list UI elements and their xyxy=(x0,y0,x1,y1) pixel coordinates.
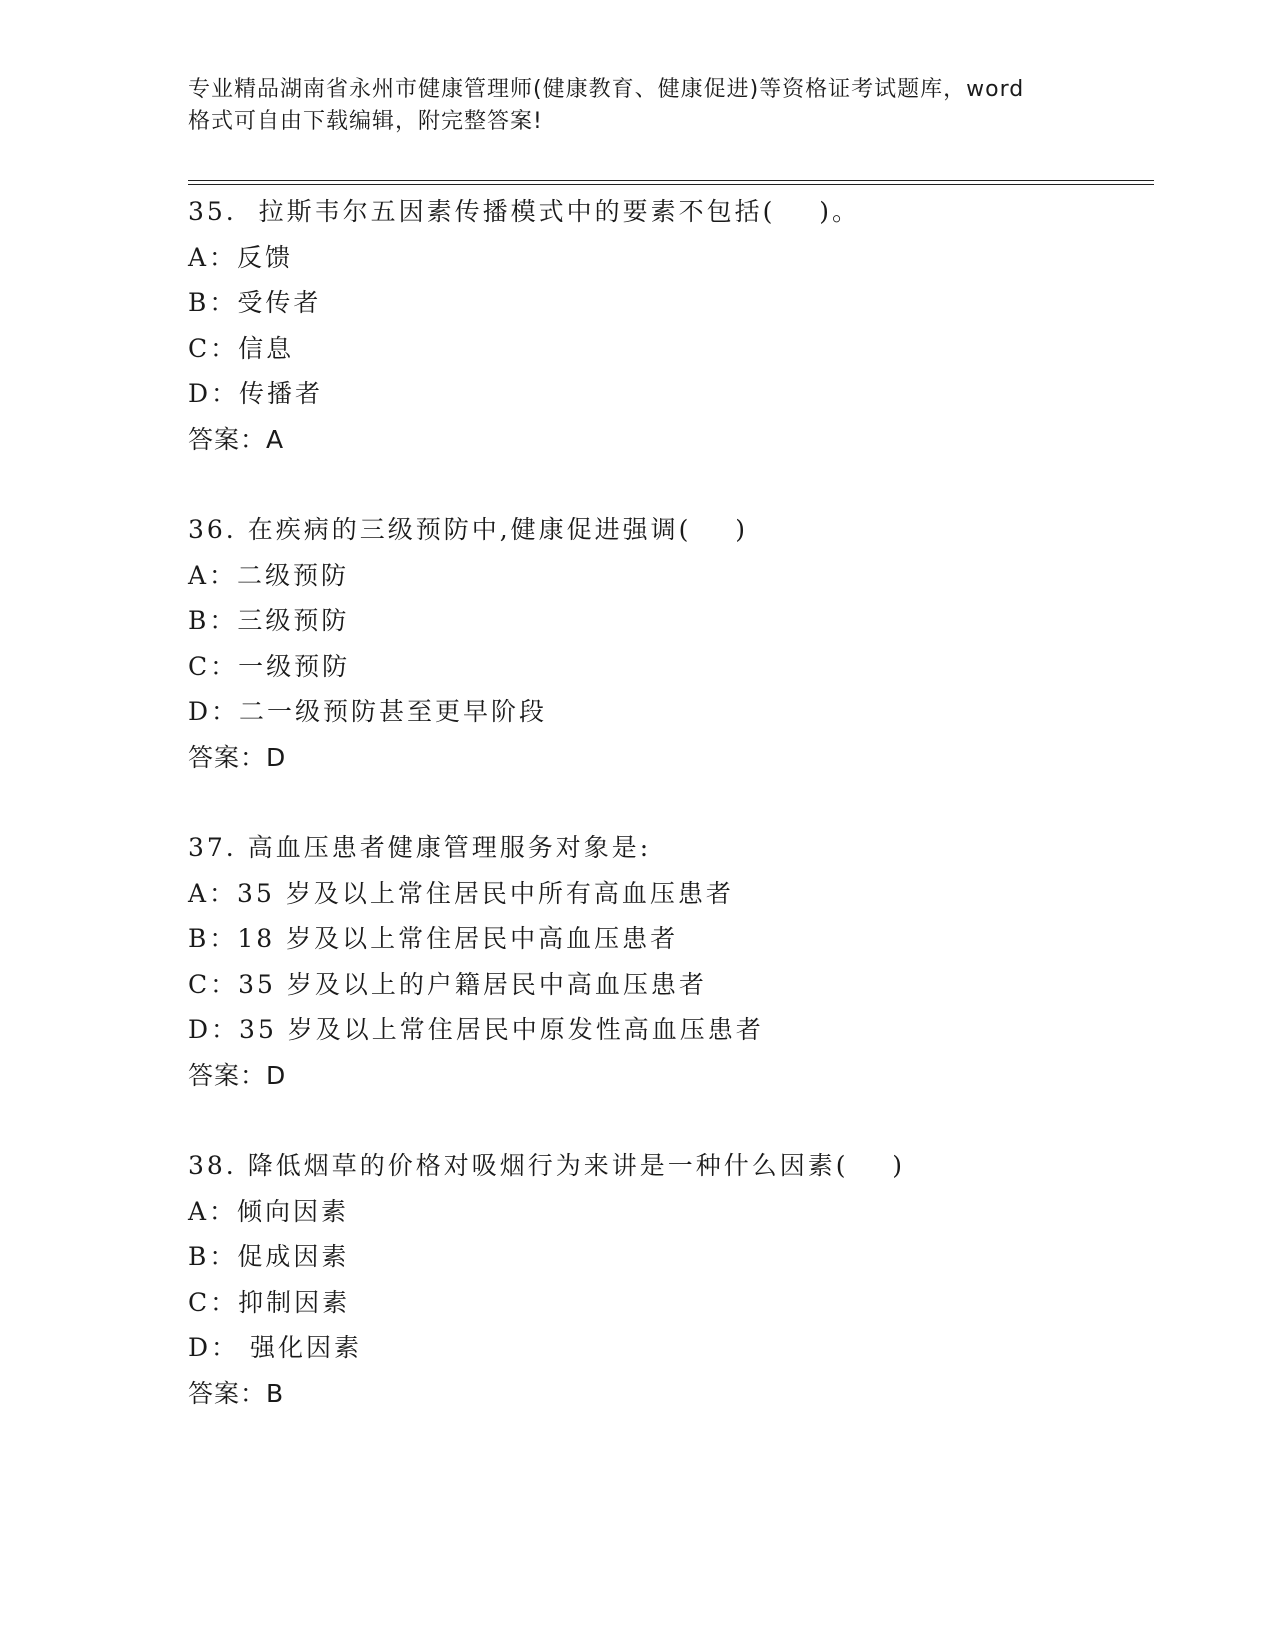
answer: 答案：B xyxy=(188,1378,285,1408)
option-a: A：二级预防 xyxy=(188,560,350,590)
option-b: B：18 岁及以上常住居民中高血压患者 xyxy=(188,924,679,954)
option-c: C：抑制因素 xyxy=(188,1287,351,1317)
answer: 答案：D xyxy=(188,742,287,772)
option-d: D：35 岁及以上常住居民中原发性高血压患者 xyxy=(188,1015,764,1045)
question-stem: 35. 拉斯韦尔五因素传播模式中的要素不包括( )。 xyxy=(188,197,860,226)
answer: 答案：A xyxy=(188,424,285,454)
header-divider-bottom xyxy=(188,184,1154,185)
option-c: C：35 岁及以上的户籍居民中高血压患者 xyxy=(188,969,707,999)
question-38 xyxy=(188,1143,1148,1417)
option-d: D：传播者 xyxy=(188,379,324,409)
option-c: C：信息 xyxy=(188,333,295,363)
option-c: C：一级预防 xyxy=(188,651,351,681)
option-a: A：倾向因素 xyxy=(188,1196,350,1226)
question-stem: 37. 高血压患者健康管理服务对象是: xyxy=(188,833,652,862)
question-stem: 36. 在疾病的三级预防中,健康促进强调( ) xyxy=(188,515,748,544)
option-a: A：35 岁及以上常住居民中所有高血压患者 xyxy=(188,878,734,908)
question-stem: 38. 降低烟草的价格对吸烟行为来讲是一种什么因素( ) xyxy=(188,1151,906,1180)
document-header xyxy=(188,74,1088,138)
answer: 答案：D xyxy=(188,1060,287,1090)
option-b: B：受传者 xyxy=(188,288,322,318)
question-36 xyxy=(188,507,1148,781)
option-a: A：反馈 xyxy=(188,242,294,272)
header-divider-top xyxy=(188,180,1154,181)
option-d: D：二一级预防甚至更早阶段 xyxy=(188,697,548,727)
option-d: D： 强化因素 xyxy=(188,1333,362,1363)
question-35 xyxy=(188,189,1148,463)
question-37 xyxy=(188,825,1148,1099)
header-line-1: 专业精品湖南省永州市健康管理师(健康教育、健康促进)等资格证考试题库，word xyxy=(188,77,1025,102)
option-b: B：三级预防 xyxy=(188,606,350,636)
option-b: B：促成因素 xyxy=(188,1242,350,1272)
header-line-2: 格式可自由下载编辑，附完整答案! xyxy=(188,109,543,134)
